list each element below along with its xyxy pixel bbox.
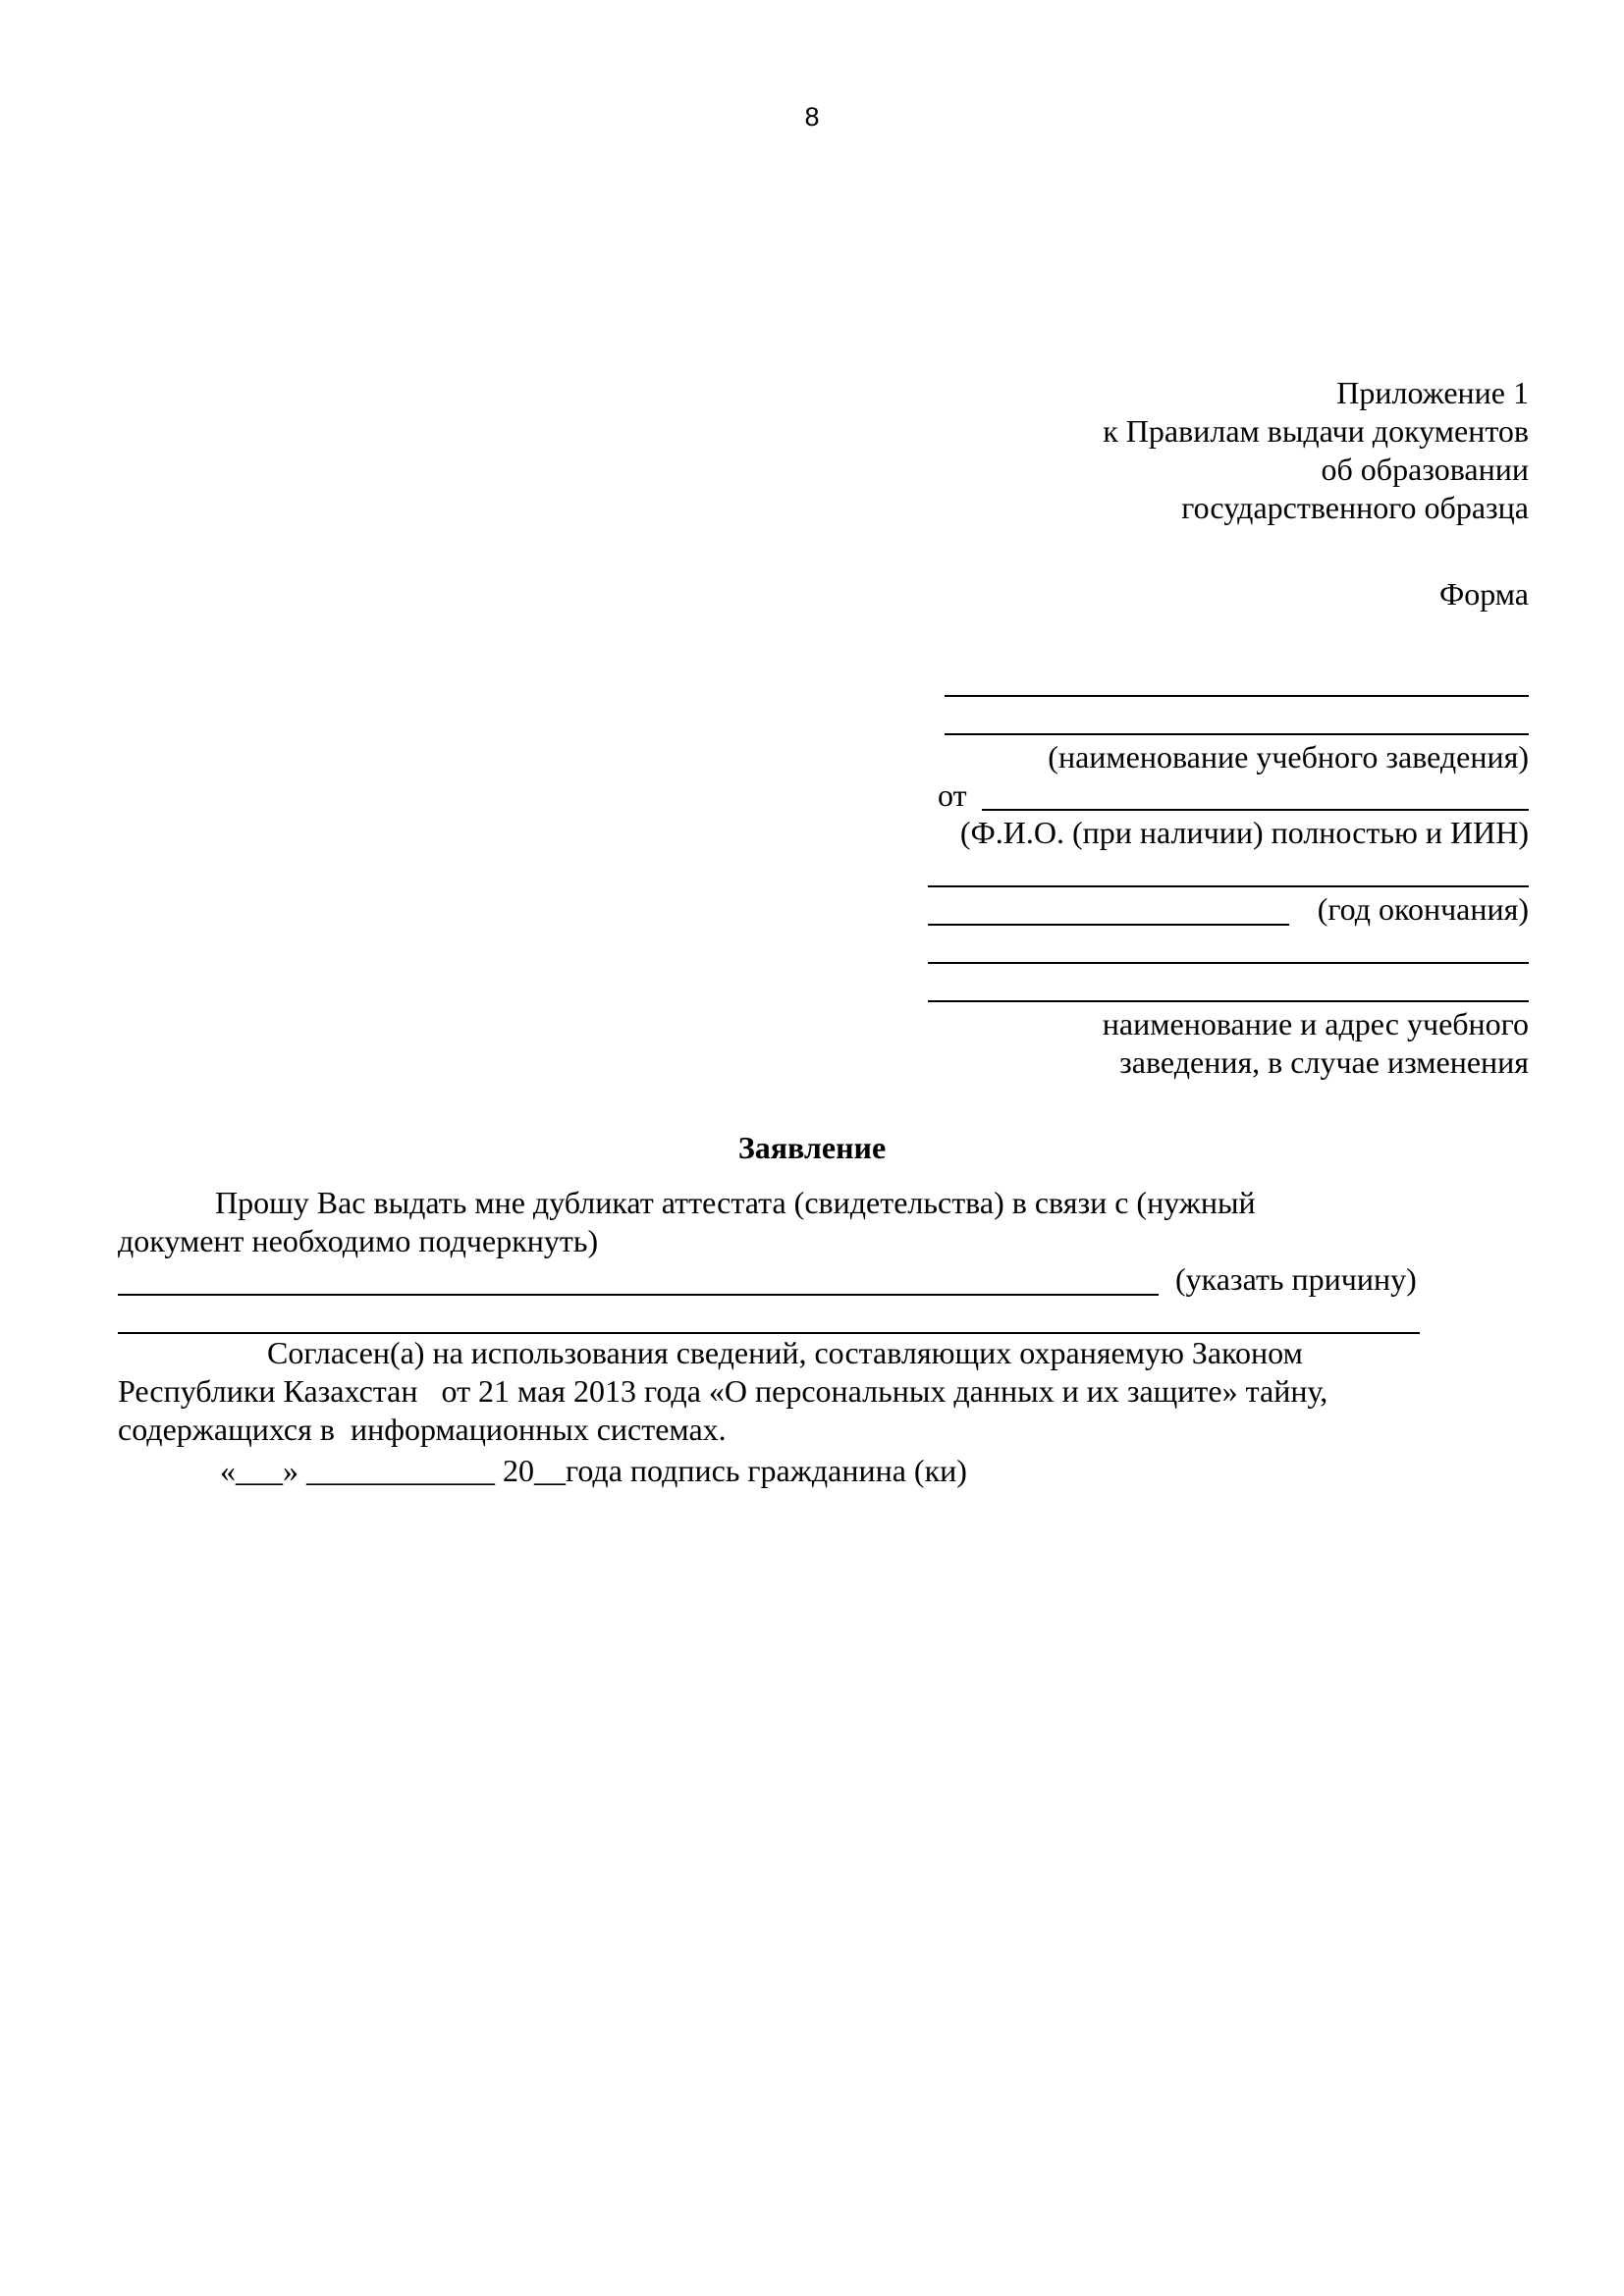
new-address-blank-line-2[interactable] [928,1000,1529,1002]
institution-blank-line-2[interactable] [945,733,1529,735]
signature-date-line[interactable]: «___» ____________ 20__года подпись гражданина (ки) [220,1453,967,1488]
request-line-1: Прошу Вас выдать мне дубликат аттестата (свидетельства) в связи с (нужный [215,1185,1256,1220]
graduation-year-blank-line[interactable] [928,924,1289,926]
institution-caption: (наименование учебного заведения) [1048,739,1529,774]
from-label: от [938,777,967,813]
reason-caption: (указать причину) [1175,1261,1417,1297]
form-label: Форма [1438,576,1529,612]
fio-blank-line[interactable] [982,809,1529,811]
appendix-line-3: об образовании [1321,452,1529,487]
document-title: Заявление [737,1130,887,1165]
fio-continuation-blank-line[interactable] [928,885,1529,887]
reason-blank-line[interactable] [118,1294,1159,1296]
appendix-line-4: государственного образца [1181,490,1529,525]
page-number: 8 [804,102,820,132]
consent-line-3: содержащихся в информационных системах. [118,1412,727,1447]
institution-blank-line-1[interactable] [945,695,1529,697]
fio-caption: (Ф.И.О. (при наличии) полностью и ИИН) [959,815,1529,850]
consent-line-1: Согласен(а) на использования сведений, составляющих охраняемую Законом [267,1335,1303,1370]
consent-line-2: Республики Казахстан от 21 мая 2013 года «О персональных данных и их защите» тайну, [118,1373,1328,1409]
appendix-line-1: Приложение 1 [1336,375,1529,410]
address-caption-line-1: наименование и адрес учебного [1102,1006,1529,1041]
new-address-blank-line-1[interactable] [928,962,1529,964]
address-caption-line-2: заведения, в случае изменения [1119,1044,1529,1080]
appendix-line-2: к Правилам выдачи документов [1103,413,1529,449]
graduation-caption: (год окончания) [1317,891,1529,927]
request-line-2: документ необходимо подчеркнуть) [118,1223,599,1258]
